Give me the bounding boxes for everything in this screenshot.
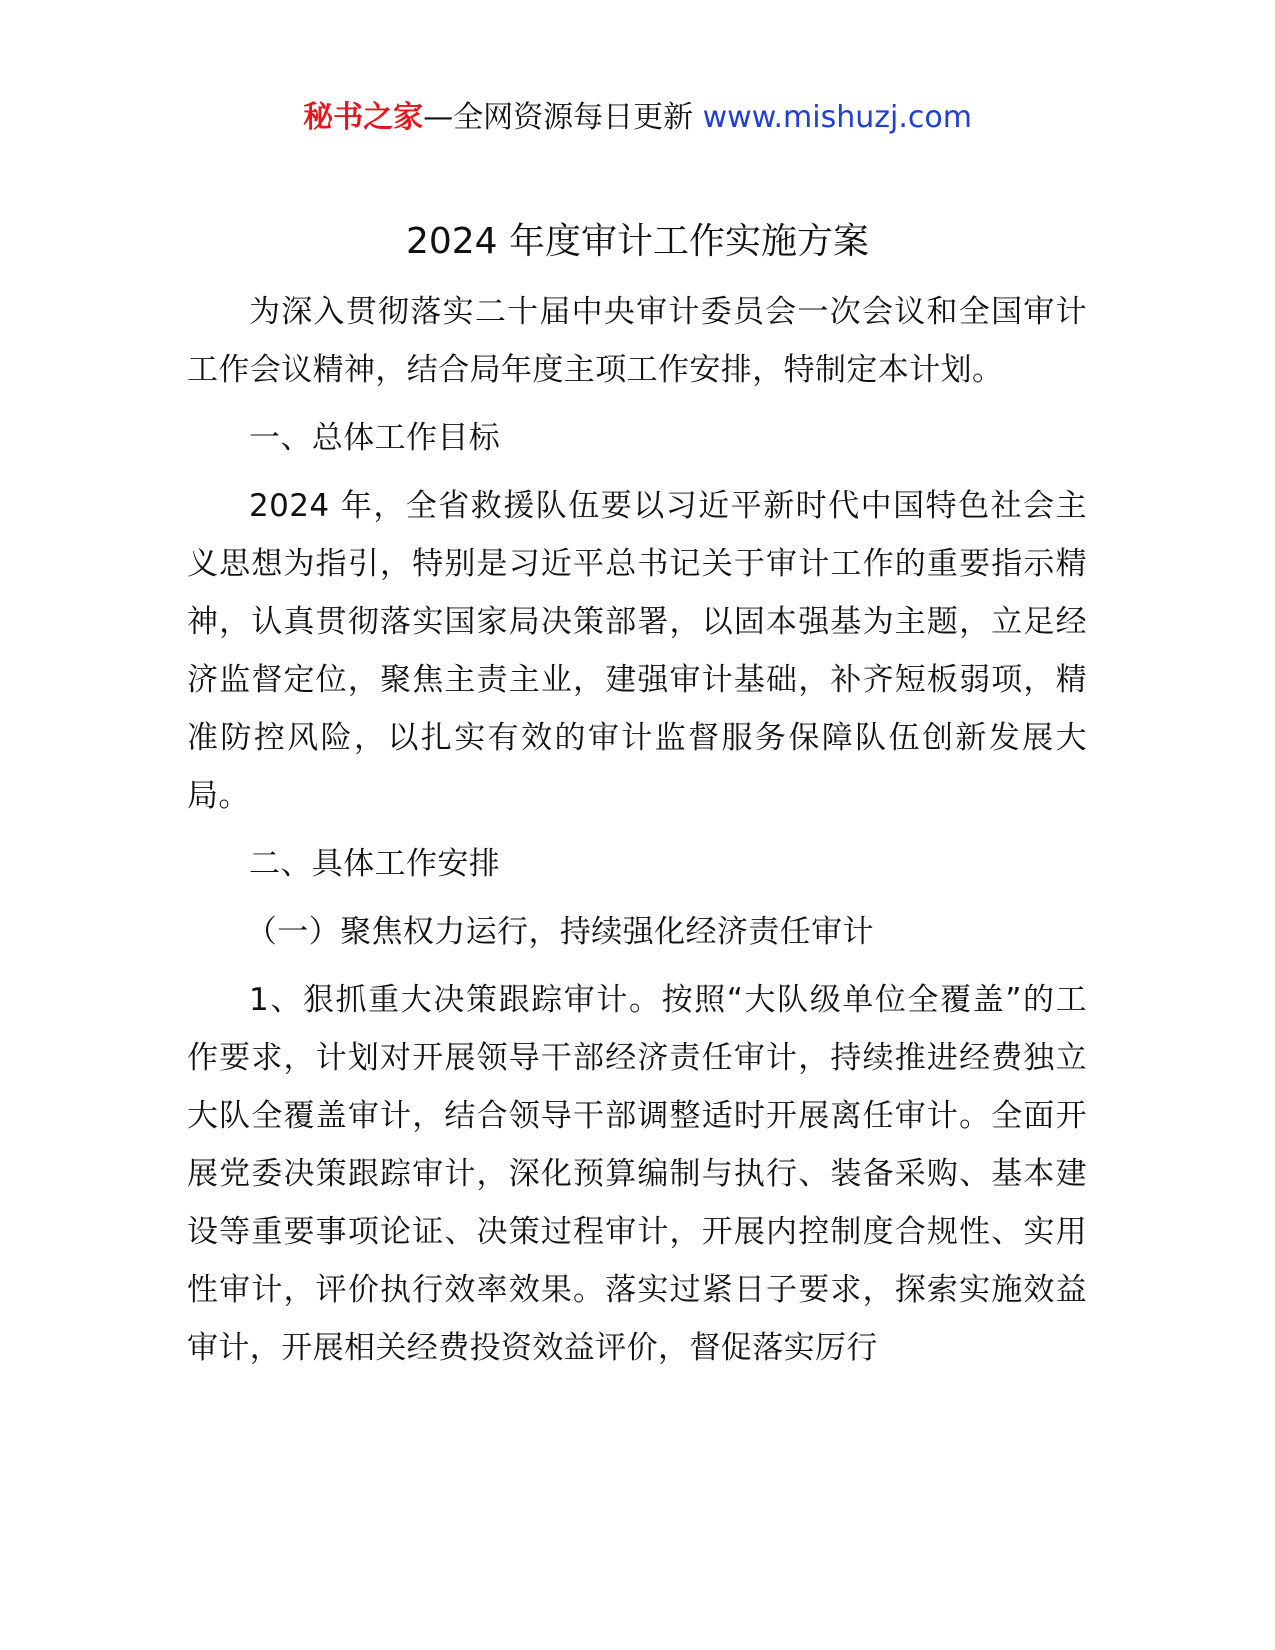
header-tagline: —全网资源每日更新: [423, 100, 703, 135]
section-heading-overall-goals: 一、总体工作目标: [249, 420, 501, 456]
brand-name: 秘书之家: [303, 100, 424, 135]
subsection-heading: （一）聚焦权力运行，持续强化经济责任审计: [245, 914, 874, 950]
document-body: [187, 283, 1087, 1377]
goals-paragraph: 2024 年，全省救援队伍要以习近平新时代中国特色社会主义思想为指引，特别是习近平总书记关于审计工作的重要指示精神，认真贯彻落实国家局决策部署，以固本强基为主题，立足经济监督定位，聚焦主责主业，建强审计基础，补齐短板弱项，精准防控风险，以扎实有效的审计监督服务保障队伍创新发展大局。: [187, 488, 1087, 814]
item-paragraph: 1、狠抓重大决策跟踪审计。按照“大队级单位全覆盖”的工作要求，计划对开展领导干部经济责任审计，持续推进经费独立大队全覆盖审计，结合领导干部调整适时开展离任审计。全面开展党委决策跟踪审计，深化预算编制与执行、装备采购、基本建设等重要事项论证、决策过程审计，开展内控制度合规性、实用性审计，评价执行效率效果。落实过紧日子要求，探索实施效益审计，开展相关经费投资效益评价，督促落实厉行: [187, 982, 1087, 1366]
page-header: [0, 98, 1275, 138]
intro-paragraph: 为深入贯彻落实二十届中央审计委员会一次会议和全国审计工作会议精神，结合局年度主项工作安排，特制定本计划。: [187, 294, 1087, 388]
section-heading-work-arrangements: 二、具体工作安排: [249, 846, 501, 882]
website-link[interactable]: www.mishuzj.com: [702, 100, 972, 135]
document-title: 2024 年度审计工作实施方案: [405, 221, 870, 262]
